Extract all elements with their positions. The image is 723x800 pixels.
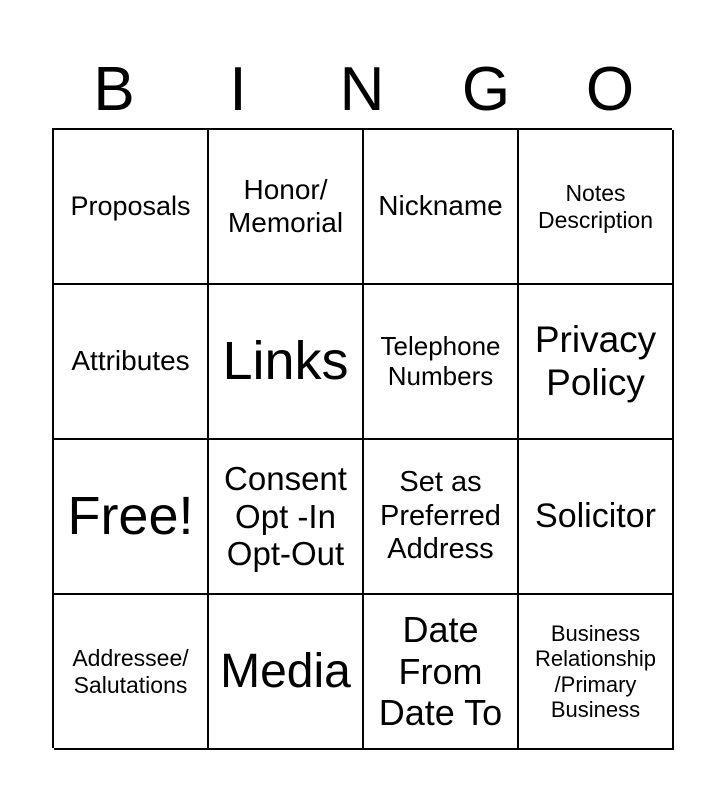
header-letter-g: G: [461, 55, 511, 124]
cell-label: Privacy Policy: [534, 318, 657, 403]
cell-label: Notes Description: [537, 180, 654, 233]
cell-label: Media: [220, 644, 351, 698]
bingo-cell[interactable]: [364, 440, 519, 595]
header-letter-n: N: [339, 55, 385, 124]
bingo-cell[interactable]: [519, 130, 674, 285]
bingo-cell[interactable]: [519, 440, 674, 595]
cell-label: Telephone Numbers: [380, 330, 501, 391]
bingo-cell[interactable]: [54, 285, 209, 440]
cell-label: Solicitor: [535, 496, 656, 535]
cell-label: Nickname: [378, 190, 503, 222]
free-space-label: Free!: [67, 486, 194, 547]
header-letter-o: O: [585, 55, 635, 124]
free-space-cell[interactable]: [54, 440, 209, 595]
bingo-cell[interactable]: [209, 285, 364, 440]
bingo-board: [52, 128, 672, 748]
cell-label: Business Relationship /Primary Business: [534, 620, 657, 722]
bingo-cell[interactable]: [209, 440, 364, 595]
header-letter-i: I: [229, 55, 247, 124]
bingo-cell[interactable]: [364, 130, 519, 285]
cell-label: Consent Opt -In Opt-Out: [224, 459, 347, 573]
bingo-cell[interactable]: [519, 595, 674, 750]
cell-label: Links: [222, 331, 349, 392]
bingo-header: [52, 52, 672, 128]
bingo-cell[interactable]: [364, 285, 519, 440]
bingo-cell[interactable]: [209, 130, 364, 285]
bingo-cell[interactable]: [54, 595, 209, 750]
bingo-cell[interactable]: [54, 130, 209, 285]
bingo-cell[interactable]: [209, 595, 364, 750]
header-letter-b: B: [93, 55, 135, 124]
cell-label: Honor/ Memorial: [227, 174, 344, 238]
bingo-cell[interactable]: [364, 595, 519, 750]
cell-label: Set as Preferred Address: [380, 466, 501, 566]
cell-label: Date From Date To: [378, 609, 503, 734]
cell-label: Attributes: [71, 345, 190, 377]
cell-label: Proposals: [70, 190, 191, 221]
bingo-cell[interactable]: [519, 285, 674, 440]
cell-label: Addressee/ Salutations: [72, 645, 189, 698]
